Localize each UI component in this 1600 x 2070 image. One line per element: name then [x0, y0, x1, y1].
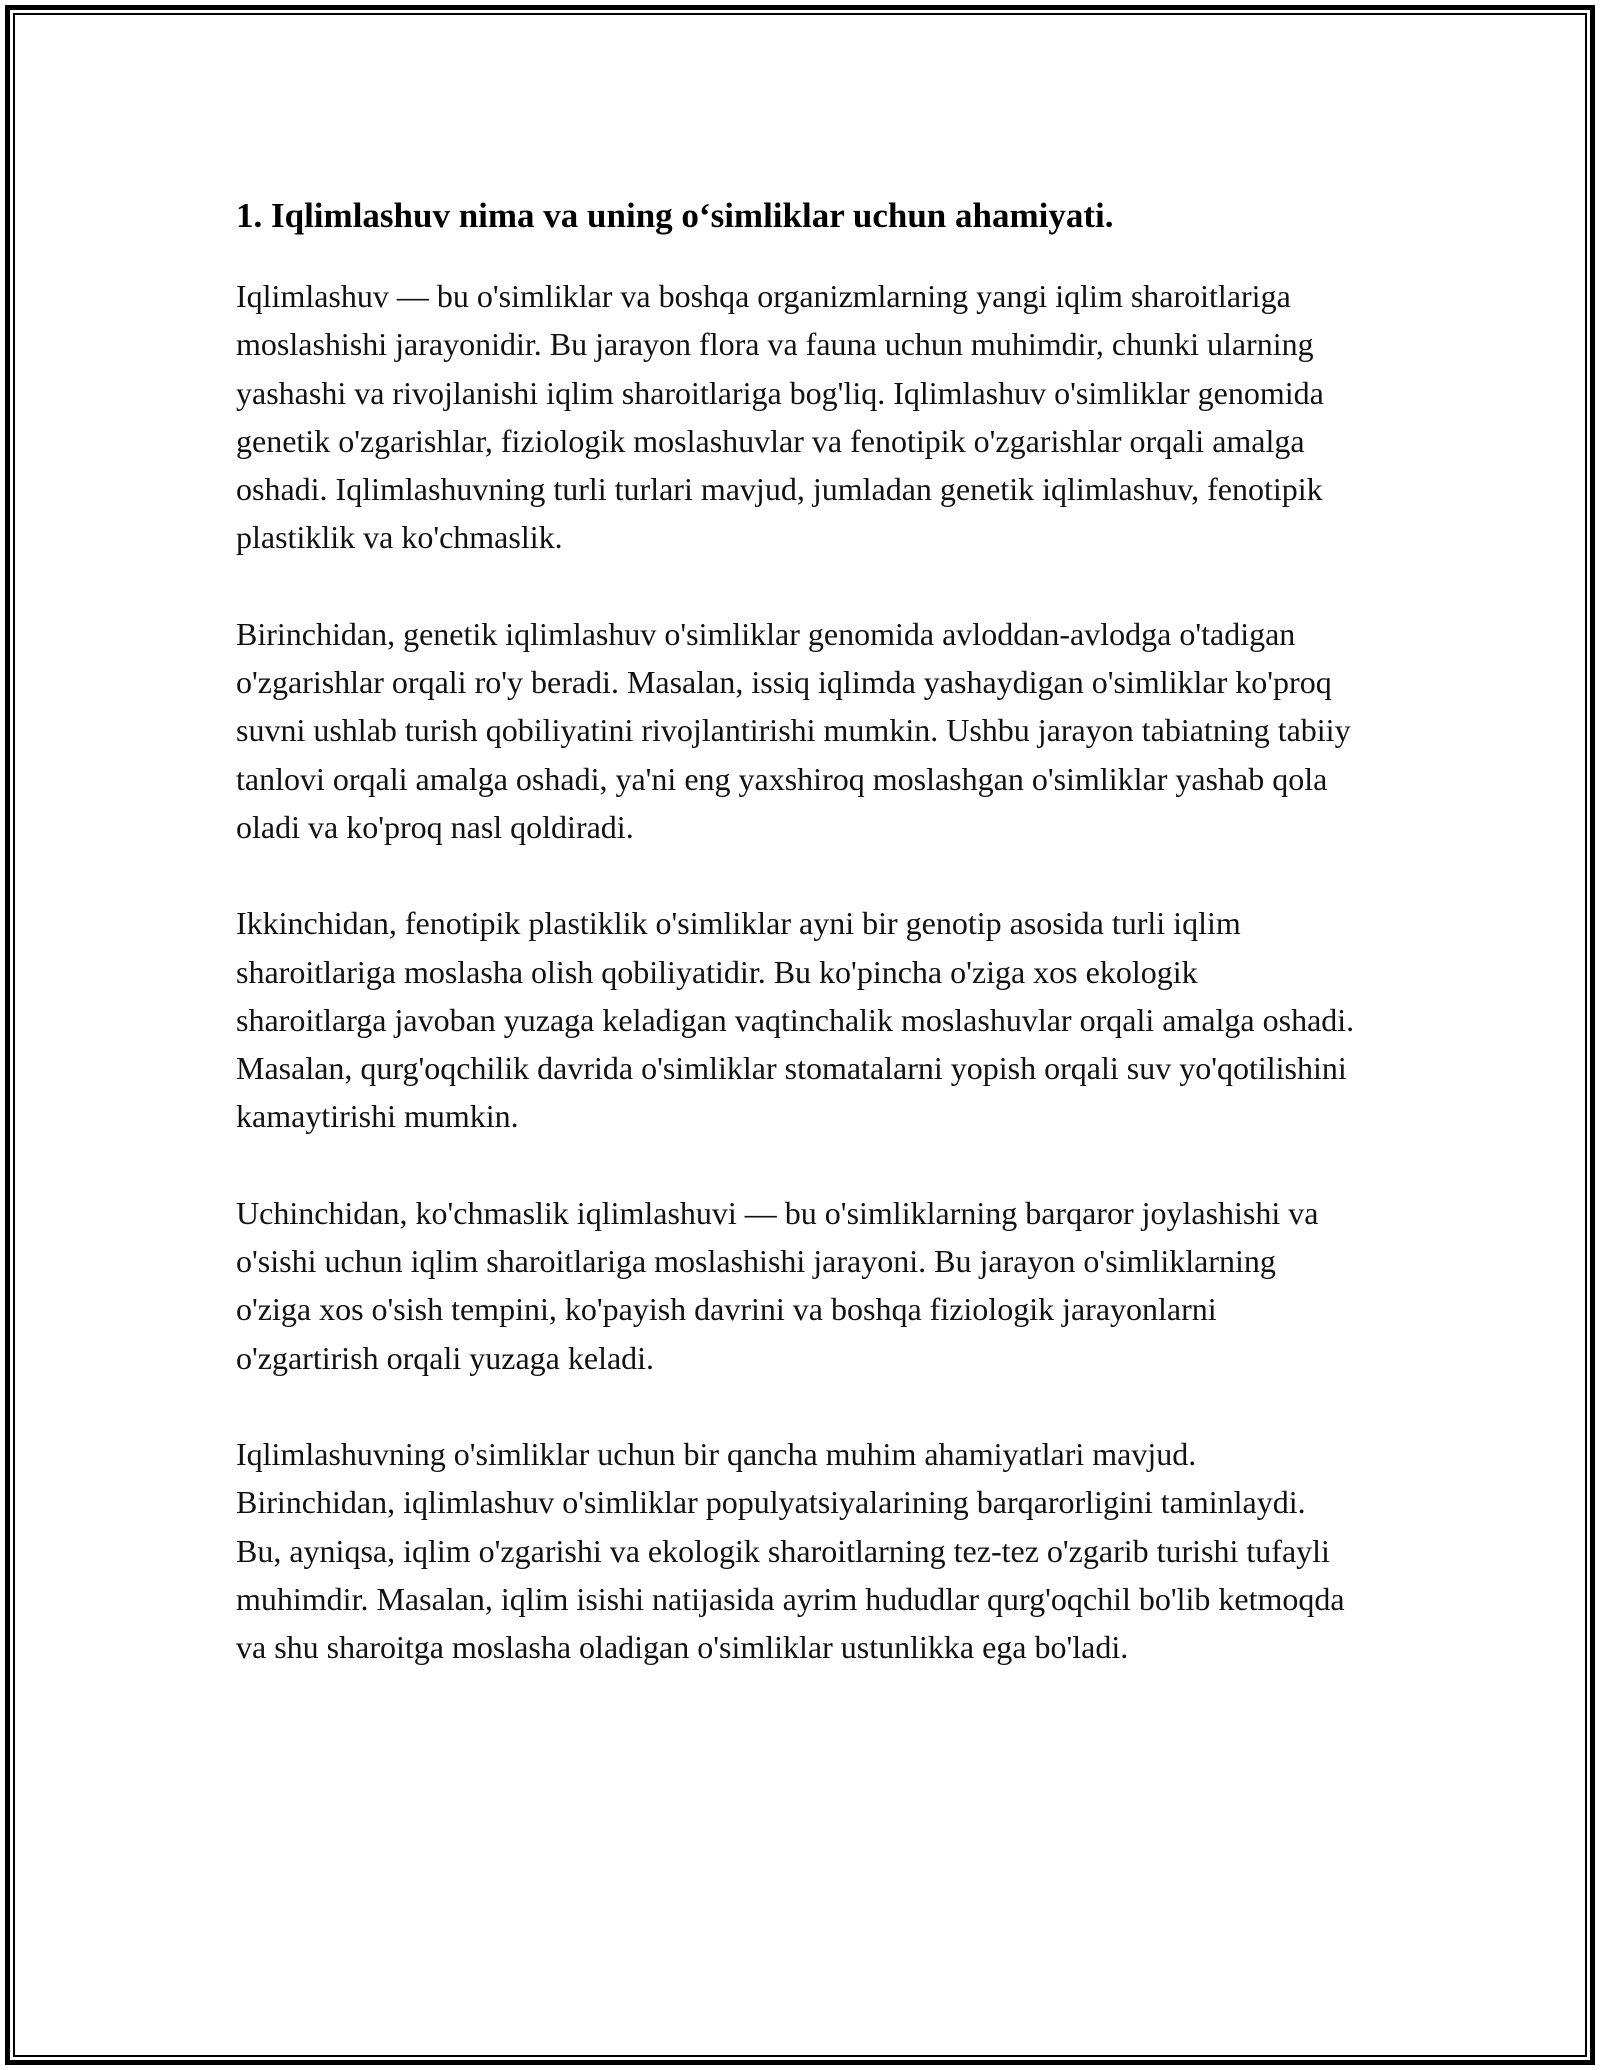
paragraph-settlement: Uchinchidan, ko'chmaslik iqlimlashuvi — bu o'simliklarning barqaror joylashishi va o'sishi uchun iqlim sharoitlariga moslashishi jarayoni. Bu jarayon o'simliklarning o'ziga xos o'sish tempini, ko'payish davrini va boshqa fiziologik jarayonlarni o'zgartirish orqali yuzaga keladi.	[236, 1194, 1319, 1376]
paragraph-genetic: Birinchidan, genetik iqlimlashuv o'simliklar genomida avloddan-avlodga o'tadigan o'zgarishlar orqali ro'y beradi. Masalan, issiq iqlimda yashaydigan o'simliklar ko'proq suvni ushlab turish qobiliyatini rivojlantirishi mumkin. Ushbu jarayon tabiatning tabiiy tanlovi orqali amalga oshadi, ya'ni eng yaxshiroq moslashgan o'simliklar yashab qola oladi va ko'proq nasl qoldiradi.	[236, 615, 1351, 845]
paragraph-importance: Iqlimlashuvning o'simliklar uchun bir qancha muhim ahamiyatlari mavjud. Birinchidan, iqlimlashuv o'simliklar populyatsiyalarining barqarorligini taminlaydi. Bu, ayniqsa, iqlim o'zgarishi va ekologik sharoitlarning tez-tez o'zgarib turishi tufayli muhimdir. Masalan, iqlim isishi natijasida ayrim hududlar qurg'oqchil bo'lib ketmoqda va shu sharoitga moslasha oladigan o'simliklar ustunlikka ega bo'ladi.	[236, 1435, 1345, 1666]
paragraph-phenotypic: Ikkinchidan, fenotipik plastiklik o'simliklar ayni bir genotip asosida turli iqlim sharoitlariga moslasha olish qobiliyatidir. Bu ko'pincha o'ziga xos ekologik sharoitlarga javoban yuzaga keladigan vaqtinchalik moslashuvlar orqali amalga oshadi. Masalan, qurg'oqchilik davrida o'simliklar stomatalarni yopish orqali suv yo'qotilishini kamaytirishi mumkin.	[236, 905, 1355, 1135]
section-heading: 1. Iqlimlashuv nima va uning o‘simliklar uchun ahamiyati.	[236, 196, 1114, 235]
paragraph-intro: Iqlimlashuv — bu o'simliklar va boshqa organizmlarning yangi iqlim sharoitlariga moslashishi jarayonidir. Bu jarayon flora va fauna uchun muhimdir, chunki ularning yashashi va rivojlanishi iqlim sharoitlariga bog'liq. Iqlimlashuv o'simliklar genomida genetik o'zgarishlar, fiziologik moslashuvlar va fenotipik o'zgarishlar orqali amalga oshadi. Iqlimlashuvning turli turlari mavjud, jumladan genetik iqlimlashuv, fenotipik plastiklik va ko'chmaslik.	[236, 278, 1324, 556]
document-body	[236, 190, 1356, 1671]
